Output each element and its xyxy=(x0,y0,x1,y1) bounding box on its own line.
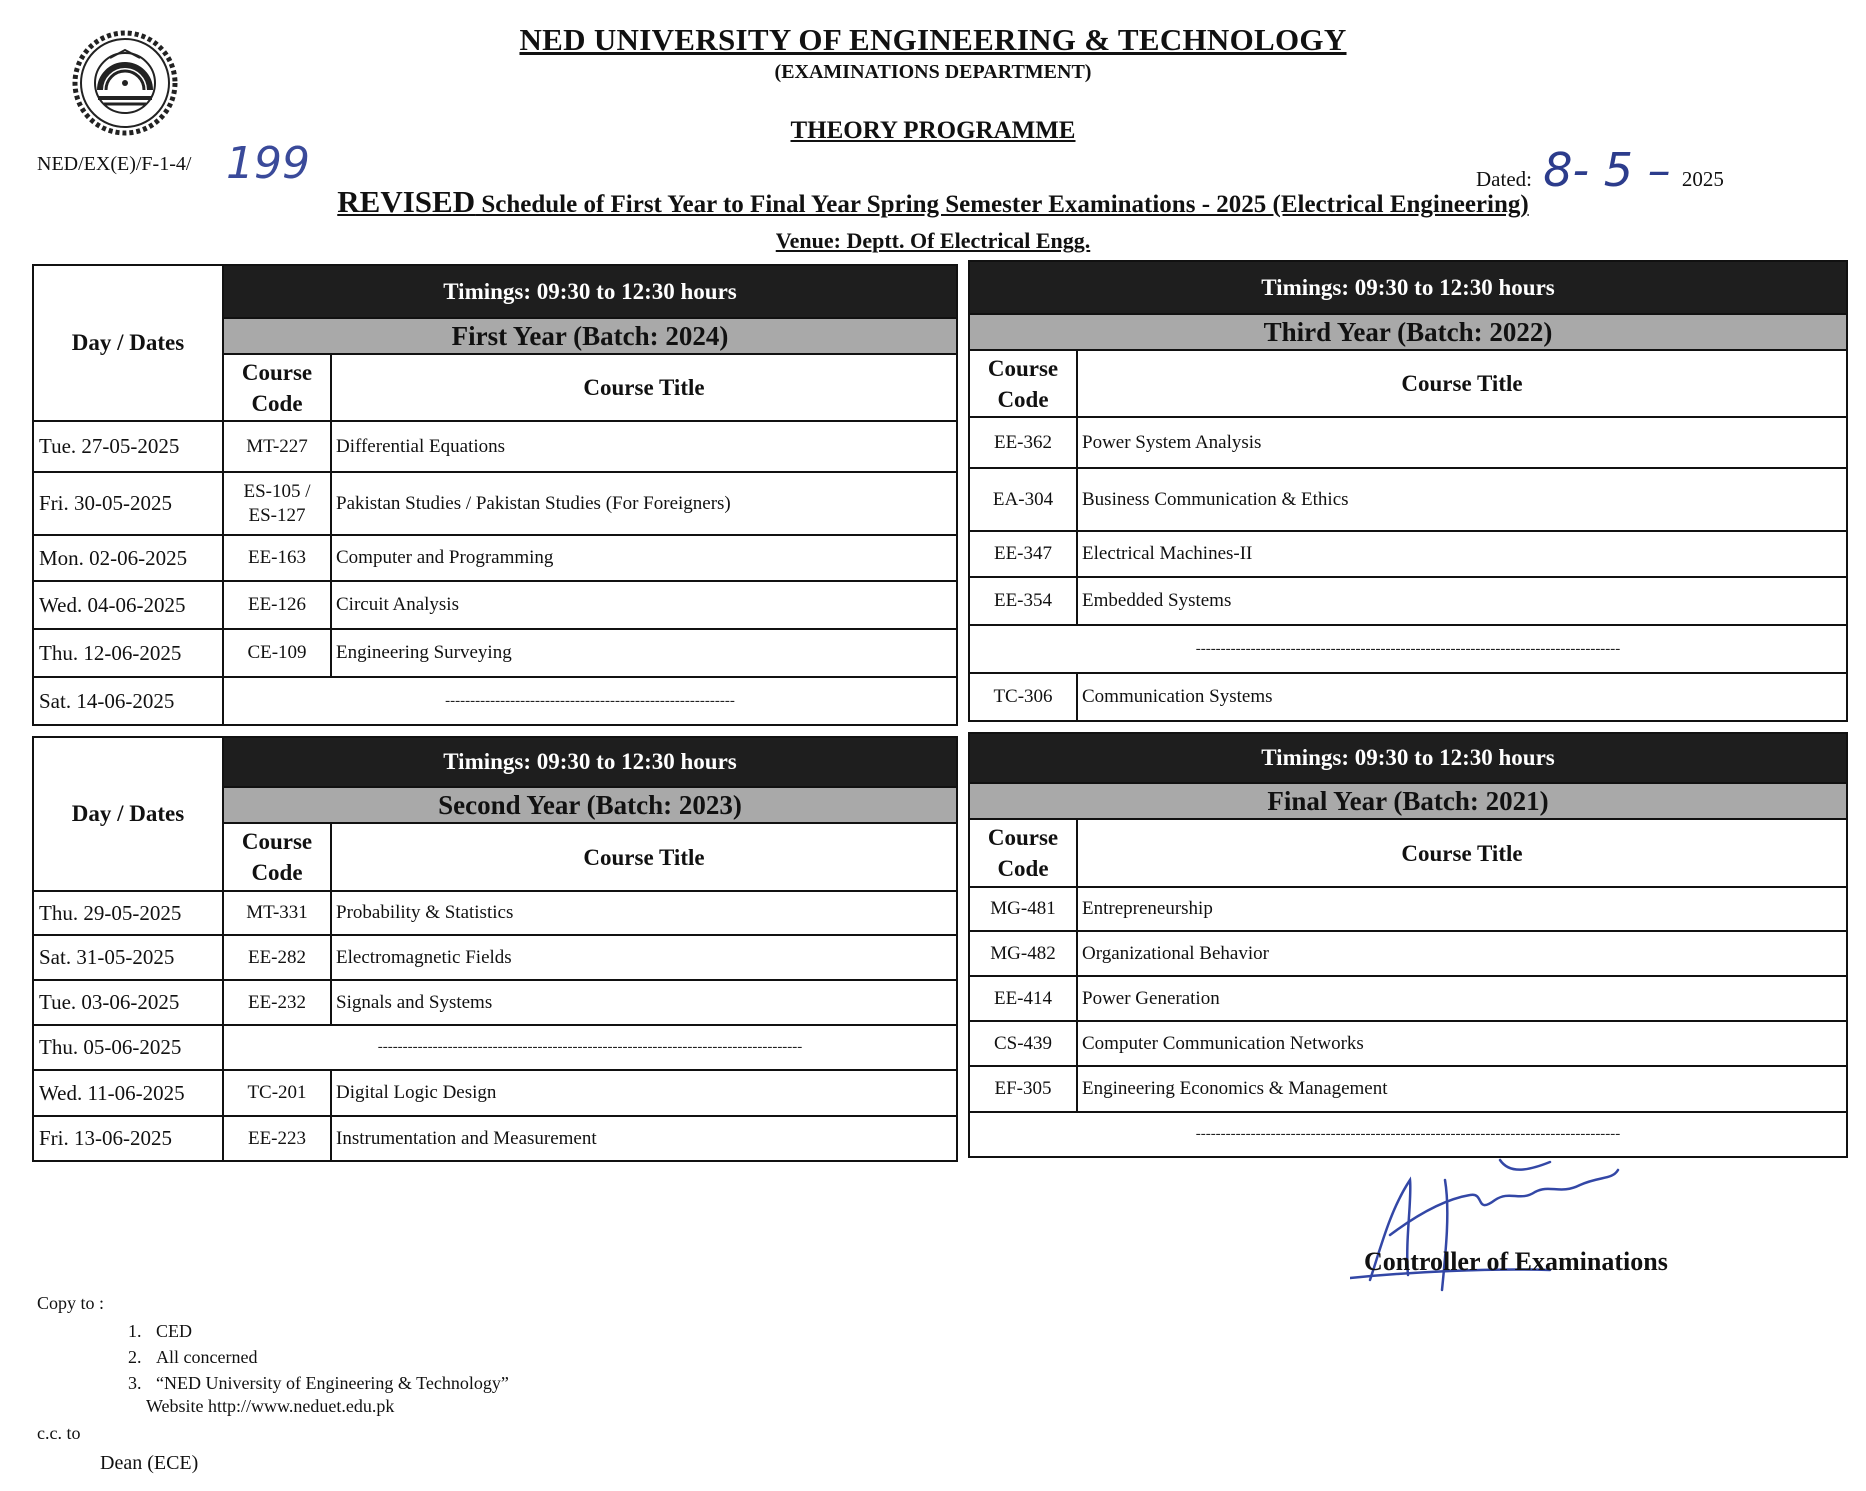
third-year-table xyxy=(968,260,1848,722)
exam-date: Tue. 27-05-2025 xyxy=(33,421,223,472)
course-code: MG-481 xyxy=(969,887,1077,931)
table-row xyxy=(969,1021,1847,1066)
table-row xyxy=(33,421,957,472)
table-row xyxy=(969,577,1847,625)
course-title: Circuit Analysis xyxy=(331,581,957,629)
year-header: Final Year (Batch: 2021) xyxy=(969,783,1847,819)
table-row xyxy=(33,535,957,581)
course-title: Computer and Programming xyxy=(331,535,957,581)
venue: Venue: Deptt. Of Electrical Engg. xyxy=(775,228,1091,253)
programme-title: THEORY PROGRAMME xyxy=(790,117,1076,144)
timings-header: Timings: 09:30 to 12:30 hours xyxy=(223,737,957,787)
course-title-header: Course Title xyxy=(1077,819,1847,887)
course-title: Engineering Economics & Management xyxy=(1077,1066,1847,1112)
exam-date: Sat. 31-05-2025 xyxy=(33,935,223,980)
exam-date: Thu. 12-06-2025 xyxy=(33,629,223,677)
course-title-header: Course Title xyxy=(1077,350,1847,417)
no-exam-dashes: ------------------------------------------------------------------------------------- xyxy=(969,1112,1847,1157)
course-code: EE-232 xyxy=(223,980,331,1025)
course-code: ES-105 / ES-127 xyxy=(223,472,331,535)
no-exam-dashes: ------------------------------------------------------------------------------------- xyxy=(969,625,1847,673)
year-header: Second Year (Batch: 2023) xyxy=(223,787,957,823)
website-link[interactable]: Website http://www.neduet.edu.pk xyxy=(146,1396,395,1416)
table-row xyxy=(969,468,1847,531)
course-title: Electromagnetic Fields xyxy=(331,935,957,980)
course-title: Instrumentation and Measurement xyxy=(331,1116,957,1161)
cc-dean: Dean (ECE) xyxy=(100,1452,199,1474)
copy-to-list xyxy=(128,1318,509,1396)
course-title: Communication Systems xyxy=(1077,673,1847,721)
list-number: 3. xyxy=(128,1373,142,1393)
exam-date: Thu. 29-05-2025 xyxy=(33,891,223,935)
course-code: EE-414 xyxy=(969,976,1077,1021)
schedule-revised: REVISED xyxy=(337,184,476,219)
list-item xyxy=(128,1318,509,1344)
course-code: TC-201 xyxy=(223,1070,331,1116)
exam-date: Sat. 14-06-2025 xyxy=(33,677,223,725)
exam-date: Tue. 03-06-2025 xyxy=(33,980,223,1025)
course-title: Computer Communication Networks xyxy=(1077,1021,1847,1066)
course-title: Differential Equations xyxy=(331,421,957,472)
course-title: Signals and Systems xyxy=(331,980,957,1025)
exam-date: Wed. 04-06-2025 xyxy=(33,581,223,629)
list-text: All concerned xyxy=(156,1347,258,1367)
table-row xyxy=(33,980,957,1025)
year-header: First Year (Batch: 2024) xyxy=(223,318,957,354)
course-title: Business Communication & Ethics xyxy=(1077,468,1847,531)
reference-number: NED/EX(E)/F-1-4/ xyxy=(37,153,192,175)
table-row xyxy=(33,935,957,980)
table-row xyxy=(33,581,957,629)
reference-handwritten: 199 xyxy=(226,138,310,189)
schedule-heading xyxy=(0,184,1866,220)
course-title: Electrical Machines-II xyxy=(1077,531,1847,577)
course-code: EE-282 xyxy=(223,935,331,980)
final-year-table xyxy=(968,732,1848,1158)
department-subtitle: (EXAMINATIONS DEPARTMENT) xyxy=(774,61,1092,83)
table-row xyxy=(969,887,1847,931)
course-title: Embedded Systems xyxy=(1077,577,1847,625)
list-item xyxy=(128,1344,509,1370)
list-text: CED xyxy=(156,1321,192,1341)
timings-header: Timings: 09:30 to 12:30 hours xyxy=(223,265,957,318)
table-row xyxy=(33,1070,957,1116)
course-title: Probability & Statistics xyxy=(331,891,957,935)
course-code: EE-126 xyxy=(223,581,331,629)
exam-date: Fri. 13-06-2025 xyxy=(33,1116,223,1161)
dated-year: 2025 xyxy=(1681,167,1724,191)
no-exam-dashes: ------------------------------------------------------------------------------------- xyxy=(223,1025,957,1070)
list-number: 1. xyxy=(128,1321,142,1341)
exam-date: Thu. 05-06-2025 xyxy=(33,1025,223,1070)
first-year-table xyxy=(32,264,958,726)
course-title: Power System Analysis xyxy=(1077,417,1847,468)
year-header: Third Year (Batch: 2022) xyxy=(969,314,1847,350)
course-code: EE-163 xyxy=(223,535,331,581)
table-row xyxy=(969,1066,1847,1112)
timings-header: Timings: 09:30 to 12:30 hours xyxy=(969,733,1847,783)
course-title: Digital Logic Design xyxy=(331,1070,957,1116)
exam-date: Wed. 11-06-2025 xyxy=(33,1070,223,1116)
table-row xyxy=(969,931,1847,976)
course-code: EE-347 xyxy=(969,531,1077,577)
course-code: EE-354 xyxy=(969,577,1077,625)
course-code-header: Course Code xyxy=(223,823,331,891)
schedule-rest: Schedule of First Year to Final Year Spring Semester Examinations - 2025 (Electrical Engineering) xyxy=(475,191,1529,218)
dated-handwritten: 8- 5 – xyxy=(1543,143,1671,197)
no-exam-dashes: ---------------------------------------------------------- xyxy=(223,677,957,725)
table-row xyxy=(969,531,1847,577)
list-text: “NED University of Engineering & Technology” xyxy=(156,1373,509,1393)
day-dates-header: Day / Dates xyxy=(33,265,223,421)
timings-header: Timings: 09:30 to 12:30 hours xyxy=(969,261,1847,314)
course-code: MG-482 xyxy=(969,931,1077,976)
course-title: Pakistan Studies / Pakistan Studies (For Foreigners) xyxy=(331,472,957,535)
course-code: EF-305 xyxy=(969,1066,1077,1112)
exam-date: Mon. 02-06-2025 xyxy=(33,535,223,581)
day-dates-header: Day / Dates xyxy=(33,737,223,891)
table-row xyxy=(969,417,1847,468)
table-row xyxy=(33,472,957,535)
course-code: TC-306 xyxy=(969,673,1077,721)
table-row xyxy=(33,629,957,677)
cc-label: c.c. to xyxy=(37,1423,81,1443)
exam-date: Fri. 30-05-2025 xyxy=(33,472,223,535)
controller-title: Controller of Examinations xyxy=(1364,1247,1668,1276)
course-title: Engineering Surveying xyxy=(331,629,957,677)
list-item xyxy=(128,1370,509,1396)
course-code: EE-223 xyxy=(223,1116,331,1161)
dated-label: Dated: xyxy=(1476,167,1532,191)
course-code: MT-331 xyxy=(223,891,331,935)
table-row xyxy=(969,976,1847,1021)
course-title: Organizational Behavior xyxy=(1077,931,1847,976)
table-row xyxy=(33,891,957,935)
course-code: CE-109 xyxy=(223,629,331,677)
table-row xyxy=(969,625,1847,673)
course-code-header: Course Code xyxy=(969,819,1077,887)
course-code: EE-362 xyxy=(969,417,1077,468)
list-number: 2. xyxy=(128,1347,142,1367)
course-code: CS-439 xyxy=(969,1021,1077,1066)
copy-to-label: Copy to : xyxy=(37,1293,105,1313)
second-year-table xyxy=(32,736,958,1162)
table-row xyxy=(969,673,1847,721)
course-code-header: Course Code xyxy=(223,354,331,421)
course-code: EA-304 xyxy=(969,468,1077,531)
course-code: MT-227 xyxy=(223,421,331,472)
course-title: Entrepreneurship xyxy=(1077,887,1847,931)
table-row xyxy=(33,677,957,725)
table-row xyxy=(33,1116,957,1161)
course-code-header: Course Code xyxy=(969,350,1077,417)
course-title-header: Course Title xyxy=(331,823,957,891)
table-row xyxy=(33,1025,957,1070)
university-title: NED UNIVERSITY OF ENGINEERING & TECHNOLOGY xyxy=(519,22,1347,57)
course-title-header: Course Title xyxy=(331,354,957,421)
course-title: Power Generation xyxy=(1077,976,1847,1021)
